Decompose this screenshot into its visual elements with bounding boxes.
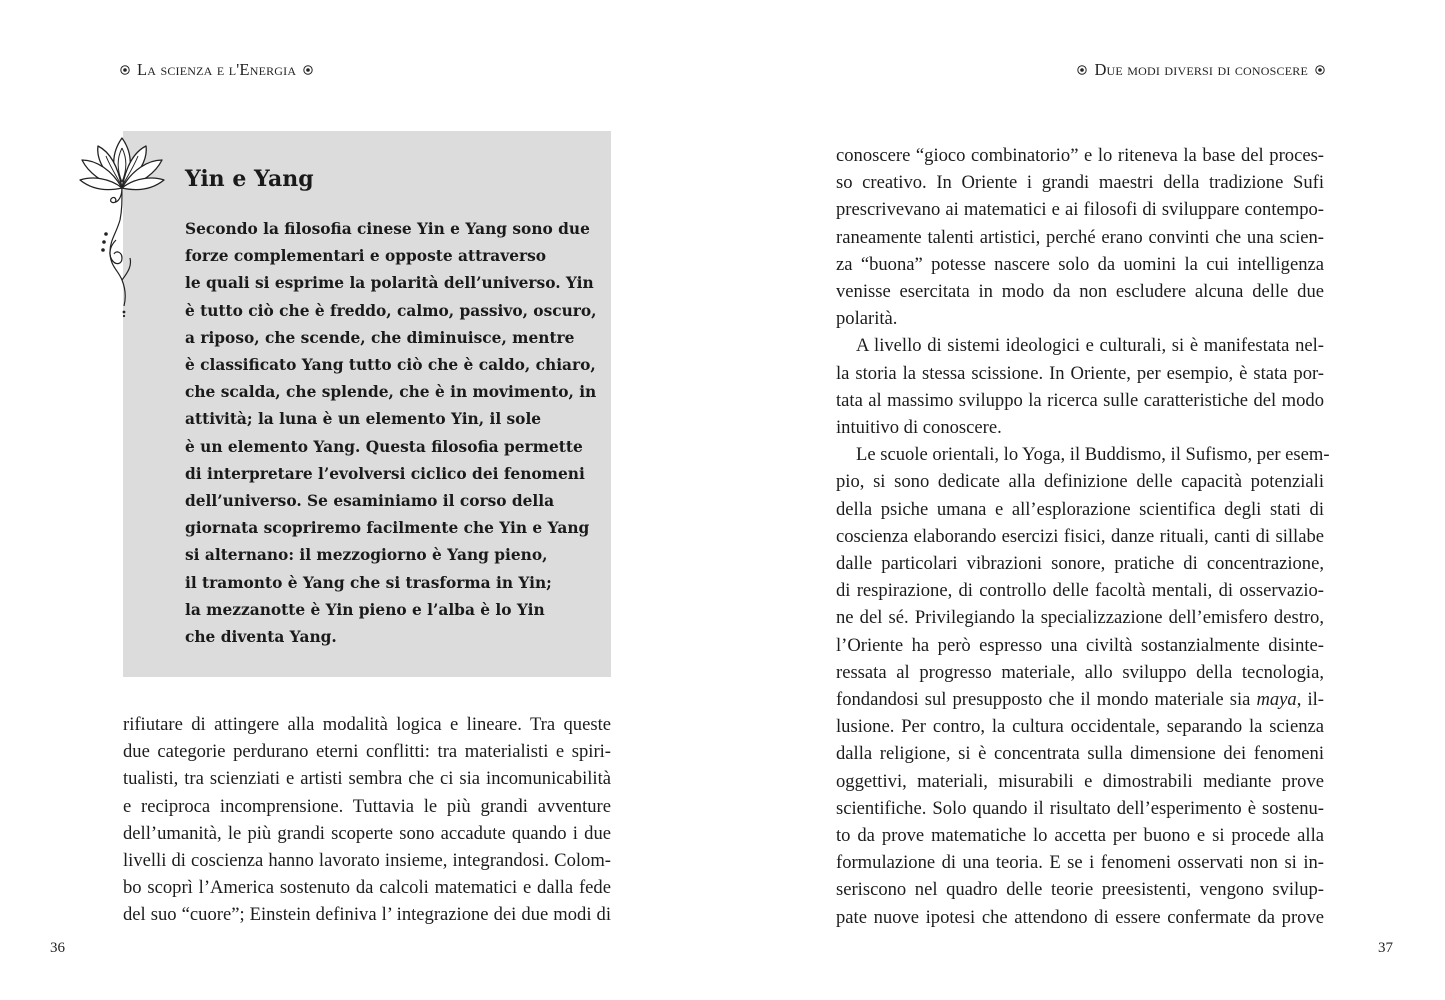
body-line: di respirazione, di controllo delle facoltà mentali, di osservazio- <box>836 580 1324 602</box>
body-line: del suo “cuore”; Einstein definiva l’ integrazione dei due modi di <box>123 904 611 926</box>
left-body-text <box>123 711 611 929</box>
body-line: tata al massimo sviluppo la ricerca sulle caratteristiche del modo <box>836 389 1324 411</box>
body-line: za “buona” potesse nascere solo da uomini la cui intelligenza <box>836 253 1324 275</box>
body-line: polarità. <box>836 308 898 330</box>
body-line: rifiutare di attingere alla modalità logica e lineare. Tra queste <box>123 714 611 735</box>
body-line: raneamente talenti artistici, perché erano convinti che una scien- <box>836 226 1324 248</box>
sidebar-line: attività; la luna è un elemento Yin, il sole <box>185 410 542 429</box>
sidebar-title: Yin e Yang <box>185 166 314 192</box>
body-line: prescrivevano ai matematici e ai filosofi di sviluppare contempo- <box>836 199 1324 221</box>
ornament-icon <box>1077 65 1087 75</box>
right-running-head <box>1077 60 1325 80</box>
left-page-number: 36 <box>50 940 65 956</box>
sidebar-text <box>185 216 597 651</box>
body-line: A livello di sistemi ideologici e culturali, si è manifestata nel- <box>856 335 1324 357</box>
sidebar-line: forze complementari e opposte attraverso <box>185 247 547 266</box>
ornament-icon <box>1315 65 1325 75</box>
body-line-part: fondandosi sul presupposto che il mondo materiale sia <box>836 689 1257 711</box>
ornament-icon <box>120 65 130 75</box>
body-line: tualisti, tra scienziati e artisti sembra che ci sia incomunicabilità <box>123 768 611 790</box>
maya-italic-word: maya <box>1256 689 1297 711</box>
body-line: conoscere “gioco combinatorio” e lo riteneva la base del proces- <box>836 145 1324 166</box>
body-line: dalle particolari vibrazioni sonore, pratiche di concentrazione, <box>836 553 1324 575</box>
ornament-icon <box>303 65 313 75</box>
body-line: pio, si sono dedicate alla definizione delle capacità potenziali <box>836 471 1324 493</box>
left-header-text: La scienza e l'Energia <box>137 60 297 79</box>
body-line: due categorie perdurano eterni conflitti: tra materialisti e spiri- <box>123 741 611 763</box>
sidebar-line: la mezzanotte è Yin pieno e l’alba è lo Yin <box>185 600 545 619</box>
body-line: pate nuove ipotesi che attendono di essere confermate da prove <box>836 906 1324 928</box>
body-line: seriscono nel quadro delle teorie preesistenti, vengono svilup- <box>836 879 1324 901</box>
sidebar-line: è classificato Yang tutto ciò che è caldo, chiaro, <box>185 356 596 375</box>
body-line: della psiche umana e all’esplorazione scientifica degli stati di <box>836 498 1324 520</box>
right-body-text <box>836 142 1330 931</box>
body-line: intuitivo di conoscere. <box>836 417 1002 439</box>
body-line: scientifiche. Solo quando il risultato dell’esperimento è sostenu- <box>836 797 1324 819</box>
body-line-maya <box>836 686 1324 713</box>
body-line: coscienza elaborando esercizi fisici, danze rituali, canti di sillabe <box>836 525 1324 547</box>
body-line: dell’umanità, le più grandi scoperte sono accadute quando i due <box>123 822 611 844</box>
body-line: ressata al progresso materiale, allo sviluppo della tecnologia, <box>836 661 1324 683</box>
body-line: to da prove matematiche lo accetta per buono e si procede alla <box>836 825 1324 847</box>
sidebar-line: che scalda, che splende, che è in movimento, in <box>185 383 597 402</box>
body-line: Le scuole orientali, lo Yoga, il Buddismo, il Sufismo, per esem- <box>856 444 1330 466</box>
sidebar-line: dell’universo. Se esaminiamo il corso della <box>185 492 555 511</box>
body-line: so creativo. In Oriente i grandi maestri della tradizione Sufi <box>836 172 1324 194</box>
sidebar-line: il tramonto è Yang che si trasforma in Yin; <box>185 573 552 592</box>
sidebar-line: Secondo la filosofia cinese Yin e Yang sono due <box>185 220 590 238</box>
body-line: la storia la stessa scissione. In Oriente, per esempio, è stata por- <box>836 362 1324 384</box>
body-line: venisse esercitata in modo da non escludere alcuna delle due <box>836 281 1324 303</box>
body-line: livelli di coscienza hanno lavorato insieme, integrandosi. Colom- <box>123 850 611 872</box>
body-line: oggettivi, materiali, misurabili e dimostrabili mediante prove <box>836 770 1324 792</box>
sidebar-line: è un elemento Yang. Questa filosofia permette <box>185 437 583 456</box>
body-line-part: , il- <box>1296 689 1324 711</box>
sidebar-line: a riposo, che scende, che diminuisce, mentre <box>185 328 575 347</box>
right-header-text: Due modi diversi di conoscere <box>1094 60 1308 79</box>
body-line: ne del sé. Privilegiando la specializzazione dell’emisfero destro, <box>836 607 1324 629</box>
sidebar-line: giornata scopriremo facilmente che Yin e Yang <box>185 519 590 538</box>
sidebar-line: si alternano: il mezzogiorno è Yang pieno, <box>185 546 548 565</box>
sidebar-line: le quali si esprime la polarità dell’universo. Yin <box>185 274 594 293</box>
body-line: e reciproca incomprensione. Tuttavia le più grandi avventure <box>123 795 611 817</box>
body-line: l’Oriente ha però espresso una civiltà sostanzialmente disinte- <box>836 634 1324 656</box>
body-line: lusione. Per contro, la cultura occidentale, separando la scienza <box>836 716 1324 738</box>
lotus-ornament-icon <box>76 130 168 320</box>
sidebar-line: che diventa Yang. <box>185 628 337 647</box>
left-running-head <box>120 60 313 80</box>
body-line: dalla religione, si è concentrata sulla dimensione dei fenomeni <box>836 743 1324 765</box>
sidebar-line: di interpretare l’evolversi ciclico dei fenomeni <box>185 464 585 483</box>
right-page-number: 37 <box>1378 940 1393 956</box>
body-line: formulazione di una teoria. E se i fenomeni osservati non si in- <box>836 852 1324 874</box>
sidebar-line: è tutto ciò che è freddo, calmo, passivo, oscuro, <box>185 301 597 320</box>
body-line: bo scoprì l’America sostenuto da calcoli matematici e dalla fede <box>123 877 611 899</box>
